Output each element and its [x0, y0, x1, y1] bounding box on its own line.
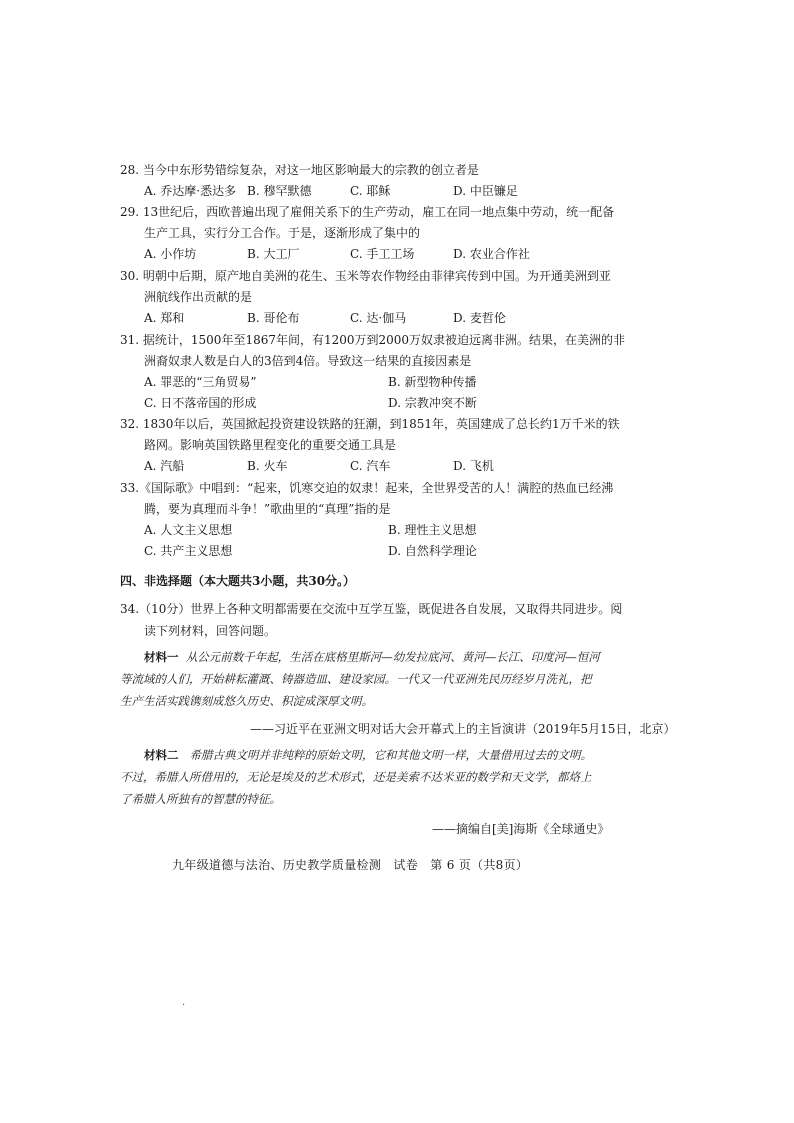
- option-a: A. 罪恶的“三角贸易”: [144, 375, 257, 389]
- question-34: [120, 598, 682, 642]
- material-two-source: ——摘编自[美]海斯《全球通史》: [432, 822, 610, 836]
- options: [120, 520, 680, 562]
- option-c: C. 日不落帝国的形成: [144, 396, 257, 410]
- option-d: D. 中臣镰足: [453, 184, 518, 198]
- material-text: 不过，希腊人所借用的，无论是埃及的艺术形式，还是美索不达米亚的数学和天文学，都烙上: [120, 770, 592, 784]
- question-stem: 29. 13世纪后，西欧普遍出现了雇佣关系下的生产劳动，雇工在同一地点集中劳动，统一配备: [120, 205, 615, 219]
- section-heading: 四、非选择题（本大题共3小题，共30分。）: [120, 574, 356, 588]
- question-stem-cont: 读下列材料，回答问题。: [144, 624, 277, 638]
- question-stem: 31. 据统计，1500年至1867年间，有1200万到2000万奴隶被迫远离非洲。结果，在美洲的非: [120, 333, 626, 347]
- material-text: 希腊古典文明并非纯粹的原始文明，它和其他文明一样，大量借用过去的文明。: [189, 748, 592, 762]
- material-text: 生产生活实践镌刻成悠久历史、积淀成深厚文明。: [120, 694, 373, 708]
- option-a: A. 小作坊: [144, 247, 197, 261]
- question-29: [120, 202, 680, 265]
- material-one: [120, 646, 682, 712]
- option-c: C. 共产主义思想: [144, 544, 233, 558]
- options: [120, 244, 680, 265]
- options: [120, 372, 680, 414]
- option-b: B. 大工厂: [247, 247, 300, 261]
- question-28: [120, 160, 680, 202]
- options: [120, 308, 680, 329]
- option-d: D. 自然科学理论: [388, 544, 477, 558]
- question-stem-cont: 洲航线作出贡献的是: [144, 290, 253, 304]
- material-label: 材料一: [144, 650, 179, 664]
- option-b: B. 穆罕默德: [247, 184, 312, 198]
- option-a: A. 郑和: [144, 311, 185, 325]
- question-stem: 34.（10分）世界上各种文明都需要在交流中互学互鉴，既促进各自发展，又取得共同进步。阅: [120, 602, 623, 616]
- question-stem: 28. 当今中东形势错综复杂，对这一地区影响最大的宗教的创立者是: [120, 163, 479, 177]
- question-stem: 33.《国际歌》中唱到：“起来，饥寒交迫的奴隶！起来，全世界受苦的人！满腔的热血已经沸: [120, 481, 614, 495]
- question-32: [120, 414, 680, 477]
- option-d: D. 农业合作社: [453, 247, 530, 261]
- material-text: 从公元前数千年起，生活在底格里斯河—幼发拉底河、黄河—长江、印度河—恒河: [185, 650, 600, 664]
- material-label: 材料二: [144, 748, 179, 762]
- question-stem-cont: 洲裔奴隶人数是白人的3倍到4倍。导致这一结果的直接因素是: [144, 354, 472, 368]
- option-c: C. 汽车: [350, 459, 391, 473]
- option-a: A. 汽船: [144, 459, 185, 473]
- options: [120, 181, 680, 202]
- material-one-source: ——习近平在亚洲文明对话大会开幕式上的主旨演讲（2019年5月15日，北京）: [250, 722, 676, 736]
- option-a: A. 人文主义思想: [144, 523, 233, 537]
- question-stem-cont: 生产工具，实行分工合作。于是，逐渐形成了集中的: [144, 226, 421, 240]
- material-two: [120, 744, 682, 810]
- question-stem-cont: 腾，要为真理而斗争！”歌曲里的“真理”指的是: [144, 502, 391, 516]
- question-stem: 30. 明朝中后期，原产地自美洲的花生、玉米等农作物经由菲律宾传到中国。为开通美洲到亚: [120, 269, 611, 283]
- option-b: B. 理性主义思想: [388, 523, 477, 537]
- options: [120, 456, 680, 477]
- question-stem-cont: 路网。影响英国铁路里程变化的重要交通工具是: [144, 438, 397, 452]
- question-stem: 32. 1830年以后，英国掀起投资建设铁路的狂潮，到1851年，英国建成了总长约1万千米的铁: [120, 417, 620, 431]
- material-text: 等流域的人们，开始耕耘灌溉、铸器造皿、建设家园。一代又一代亚洲先民历经岁月洗礼，把: [120, 672, 592, 686]
- option-d: D. 宗教冲突不断: [388, 396, 477, 410]
- option-d: D. 飞机: [453, 459, 494, 473]
- material-text: 了希腊人所独有的智慧的特征。: [120, 792, 281, 806]
- option-c: C. 达·伽马: [350, 311, 407, 325]
- question-31: [120, 330, 680, 414]
- option-d: D. 麦哲伦: [453, 311, 506, 325]
- option-c: C. 手工工场: [350, 247, 415, 261]
- page-footer: 九年级道德与法治、历史教学质量检测 试卷 第 6 页（共8页）: [172, 858, 529, 872]
- scan-speck: ·: [182, 1000, 186, 1011]
- option-b: B. 新型物种传播: [388, 375, 477, 389]
- question-30: [120, 266, 680, 329]
- question-33: [120, 478, 680, 562]
- option-c: C. 耶稣: [350, 184, 391, 198]
- option-a: A. 乔达摩·悉达多: [144, 184, 237, 198]
- option-b: B. 火车: [247, 459, 288, 473]
- option-b: B. 哥伦布: [247, 311, 300, 325]
